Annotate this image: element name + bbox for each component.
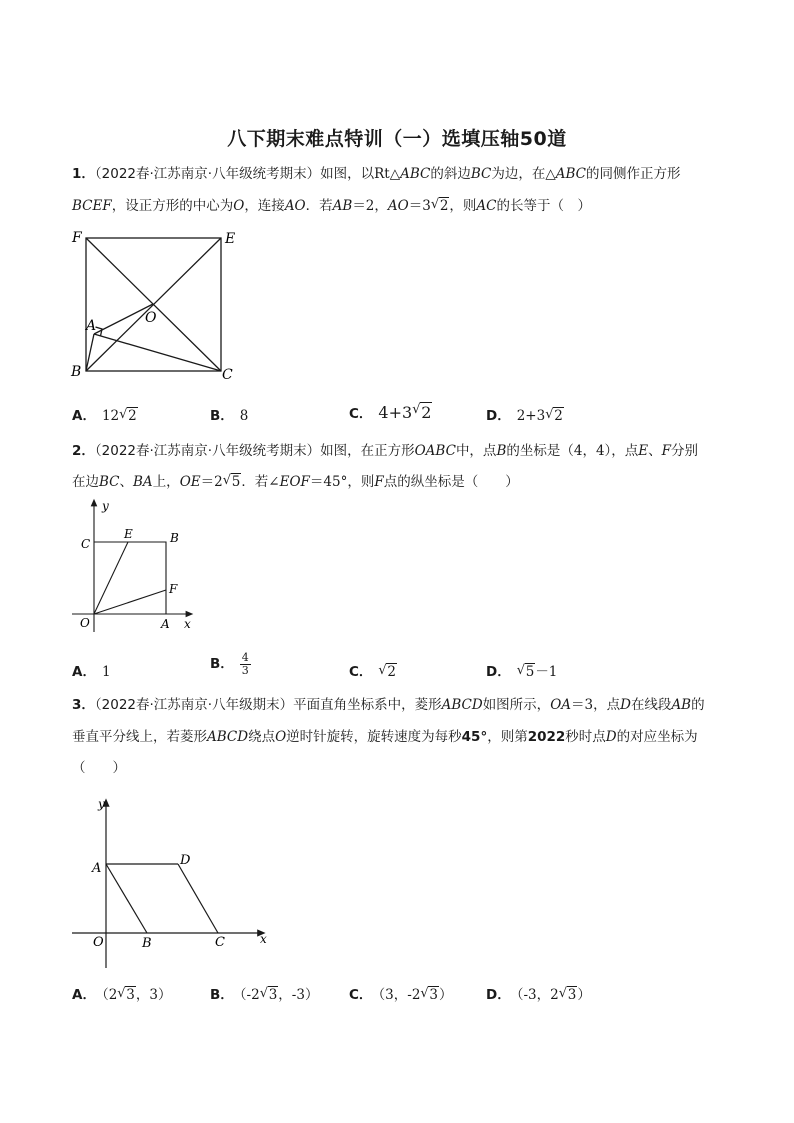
math-value: 2022 bbox=[527, 729, 566, 745]
question-text: 分别 bbox=[671, 443, 699, 459]
sqrt-symbol bbox=[117, 987, 136, 1003]
label-e: E bbox=[124, 527, 133, 541]
option-value: ，-3） bbox=[278, 987, 319, 1003]
question-1-line-2 bbox=[72, 196, 732, 216]
fraction-numerator: 4 bbox=[241, 651, 249, 664]
question-text: ＝ bbox=[408, 198, 423, 214]
label-a: A bbox=[161, 617, 170, 631]
page-title: 八下期末难点特训（一）选填压轴50道 bbox=[227, 128, 567, 150]
math-var: O bbox=[275, 729, 287, 745]
question-2-options bbox=[72, 651, 732, 686]
question-text: ．若 bbox=[305, 198, 333, 214]
question-text: ，则 bbox=[449, 198, 477, 214]
math-var: OE bbox=[179, 474, 201, 490]
option-b[interactable] bbox=[210, 983, 318, 1003]
label-y: y bbox=[102, 499, 109, 513]
label-f: F bbox=[169, 582, 178, 596]
question-text: Rt△ bbox=[374, 166, 401, 182]
option-label: C． bbox=[349, 406, 373, 422]
radicand: 2 bbox=[387, 664, 397, 680]
label-c: C bbox=[81, 537, 91, 551]
question-text: 的同侧作正方形 bbox=[586, 166, 681, 182]
label-f: F bbox=[72, 230, 82, 246]
question-text: （ ） bbox=[72, 760, 126, 776]
label-o: O bbox=[93, 935, 104, 950]
label-x: x bbox=[260, 932, 267, 946]
question-text: ＝2， bbox=[352, 198, 388, 214]
option-value: 1 bbox=[101, 664, 111, 680]
option-label: D． bbox=[486, 987, 511, 1003]
question-number: 1． bbox=[72, 166, 95, 182]
question-text: 如图，以 bbox=[320, 166, 375, 182]
option-d[interactable] bbox=[486, 404, 564, 424]
label-a: A bbox=[86, 318, 97, 334]
option-a[interactable] bbox=[72, 983, 171, 1003]
question-1-line-1 bbox=[72, 164, 732, 184]
label-x: x bbox=[184, 617, 191, 631]
question-text: 如图，在正方形 bbox=[320, 443, 415, 459]
question-number: 3． bbox=[72, 697, 95, 713]
side-ab bbox=[106, 864, 147, 933]
radicand: 2 bbox=[421, 403, 432, 422]
label-d: D bbox=[180, 853, 191, 868]
option-label: A． bbox=[72, 987, 96, 1003]
math-var: BC bbox=[470, 166, 492, 182]
label-a: A bbox=[92, 861, 102, 876]
radicand: 2 bbox=[128, 408, 137, 424]
math-var: AO bbox=[387, 198, 409, 214]
question-number: 2． bbox=[72, 443, 95, 459]
sqrt-symbol bbox=[378, 664, 397, 680]
option-value: （3，-2 bbox=[378, 987, 421, 1003]
math-var: AC bbox=[476, 198, 497, 214]
option-b[interactable] bbox=[210, 404, 248, 424]
question-2-line-2 bbox=[72, 472, 732, 492]
question-3-line-2 bbox=[72, 727, 732, 747]
option-label: D． bbox=[486, 664, 511, 680]
radicand: 5 bbox=[525, 664, 535, 680]
option-label: B． bbox=[210, 408, 234, 424]
option-label: D． bbox=[486, 408, 511, 424]
option-label: B． bbox=[210, 987, 234, 1003]
question-text: 上， bbox=[152, 474, 180, 490]
math-var: BC bbox=[99, 474, 120, 490]
option-coef: 12 bbox=[101, 408, 120, 424]
question-text: 的坐标是（4，4），点 bbox=[506, 443, 639, 459]
question-text: ＝3，点 bbox=[571, 697, 621, 713]
sqrt-symbol bbox=[119, 408, 138, 424]
square-oabc-edges bbox=[94, 542, 166, 614]
option-value: 8 bbox=[239, 408, 249, 424]
math-var: AB bbox=[332, 198, 353, 214]
math-var: OABC bbox=[414, 443, 456, 459]
math-coef: 3 bbox=[422, 198, 431, 214]
label-o: O bbox=[145, 310, 157, 326]
radicand: 2 bbox=[554, 408, 563, 424]
math-value: 45° bbox=[461, 729, 488, 745]
question-text: 、 bbox=[648, 443, 662, 459]
option-value: ，3） bbox=[135, 987, 172, 1003]
question-text: ，则第 bbox=[487, 729, 528, 745]
sqrt-symbol bbox=[260, 987, 279, 1003]
option-value: （-2 bbox=[239, 987, 260, 1003]
option-a[interactable] bbox=[72, 660, 111, 680]
question-text: 的斜边 bbox=[430, 166, 471, 182]
option-value: －1 bbox=[535, 664, 558, 680]
segment-oe bbox=[94, 542, 128, 614]
label-c: C bbox=[215, 935, 225, 950]
option-label: B． bbox=[210, 656, 234, 672]
option-d[interactable] bbox=[486, 660, 557, 680]
math-var: AB bbox=[671, 697, 692, 713]
option-label: C． bbox=[349, 664, 373, 680]
question-3-options bbox=[72, 983, 732, 1005]
question-3-line-3 bbox=[72, 758, 732, 778]
question-text: 平面直角坐标系中，菱形 bbox=[293, 697, 442, 713]
option-value: ） bbox=[439, 987, 453, 1003]
math-var: ABC bbox=[400, 166, 431, 182]
option-value: 2+3 bbox=[516, 408, 546, 424]
radicand: 3 bbox=[429, 987, 439, 1003]
math-var: E bbox=[638, 443, 649, 459]
fraction bbox=[240, 652, 251, 677]
question-text: 绕点 bbox=[248, 729, 276, 745]
question-text: 秒时点 bbox=[565, 729, 606, 745]
math-var: D bbox=[620, 697, 631, 713]
label-b: B bbox=[142, 936, 152, 951]
label-b: B bbox=[170, 531, 179, 545]
option-label: A． bbox=[72, 408, 96, 424]
sqrt-symbol bbox=[412, 403, 432, 422]
question-text: 的 bbox=[691, 697, 705, 713]
option-a[interactable] bbox=[72, 404, 138, 424]
question-text: 中，点 bbox=[455, 443, 497, 459]
option-c[interactable] bbox=[349, 402, 432, 422]
side-dc bbox=[178, 864, 218, 933]
option-value: ） bbox=[577, 987, 591, 1003]
question-2-line-1 bbox=[72, 441, 732, 461]
segment-ba bbox=[86, 334, 94, 371]
question-source: （2022春·江苏南京·八年级统考期末） bbox=[94, 443, 321, 459]
question-text: ，连接 bbox=[244, 198, 285, 214]
sqrt-symbol bbox=[223, 472, 242, 492]
math-var: OA bbox=[550, 697, 572, 713]
radicand: 3 bbox=[268, 987, 278, 1003]
figure-1-square-diagram bbox=[66, 226, 246, 386]
question-text: ，设正方形的中心为 bbox=[111, 198, 234, 214]
question-text: 的长等于（ ） bbox=[496, 198, 592, 214]
label-o: O bbox=[80, 616, 90, 630]
option-value: （2 bbox=[101, 987, 118, 1003]
math-var: F bbox=[374, 474, 384, 490]
math-var: BA bbox=[133, 474, 153, 490]
question-3-line-1 bbox=[72, 695, 732, 715]
sqrt-symbol bbox=[545, 408, 564, 424]
option-value: 4+3 bbox=[378, 403, 413, 422]
math-var: BCEF bbox=[72, 198, 112, 214]
option-d[interactable] bbox=[486, 983, 591, 1003]
math-var: F bbox=[661, 443, 672, 459]
sqrt-symbol bbox=[431, 196, 450, 216]
question-text: 垂直平分线上，若菱形 bbox=[72, 729, 207, 745]
question-text: 、 bbox=[119, 474, 134, 490]
math-var: B bbox=[496, 443, 507, 459]
segment-of bbox=[94, 590, 166, 614]
label-b: B bbox=[71, 364, 82, 380]
label-e: E bbox=[225, 231, 236, 247]
fraction-denominator: 3 bbox=[241, 664, 249, 677]
sqrt-symbol bbox=[559, 987, 578, 1003]
question-text: 为边，在△ bbox=[491, 166, 556, 182]
radicand: 3 bbox=[126, 987, 135, 1003]
math-var: O bbox=[233, 198, 245, 214]
figure-3-rhombus-diagram bbox=[66, 792, 280, 972]
radicand: 2 bbox=[439, 198, 449, 214]
radicand: 3 bbox=[567, 987, 577, 1003]
question-text: 如图所示， bbox=[482, 697, 551, 713]
question-text: 在线段 bbox=[630, 697, 672, 713]
question-text: ．若∠ bbox=[241, 474, 280, 490]
math-var: EOF bbox=[279, 474, 310, 490]
question-source: （2022春·江苏南京·八年级统考期末） bbox=[94, 166, 321, 182]
question-source: （2022春·江苏南京·八年级期末） bbox=[94, 697, 294, 713]
math-var: ABCD bbox=[441, 697, 483, 713]
option-c[interactable] bbox=[349, 983, 453, 1003]
math-var: AO bbox=[284, 198, 306, 214]
label-y: y bbox=[98, 797, 105, 811]
question-1-options bbox=[72, 404, 732, 426]
option-value: （-3，2 bbox=[516, 987, 559, 1003]
figure-2-coordinate-square bbox=[66, 494, 206, 636]
math-var: ABC bbox=[555, 166, 586, 182]
sqrt-symbol bbox=[420, 987, 439, 1003]
option-label: C． bbox=[349, 987, 373, 1003]
question-text: 的对应坐标为 bbox=[616, 729, 698, 745]
math-var: ABCD bbox=[207, 729, 249, 745]
option-label: A． bbox=[72, 664, 96, 680]
label-c: C bbox=[222, 367, 233, 383]
question-text: 逆时针旋转，旋转速度为每秒 bbox=[286, 729, 462, 745]
question-text: ＝45°，则 bbox=[309, 474, 375, 490]
math-var: D bbox=[605, 729, 617, 745]
question-text: ＝2 bbox=[200, 474, 223, 490]
question-text: 点的纵坐标是（ ） bbox=[383, 474, 519, 490]
sqrt-symbol bbox=[517, 664, 536, 680]
question-text: 在边 bbox=[72, 474, 99, 490]
radicand: 5 bbox=[231, 474, 241, 490]
option-c[interactable] bbox=[349, 660, 397, 680]
option-b[interactable] bbox=[210, 652, 251, 677]
